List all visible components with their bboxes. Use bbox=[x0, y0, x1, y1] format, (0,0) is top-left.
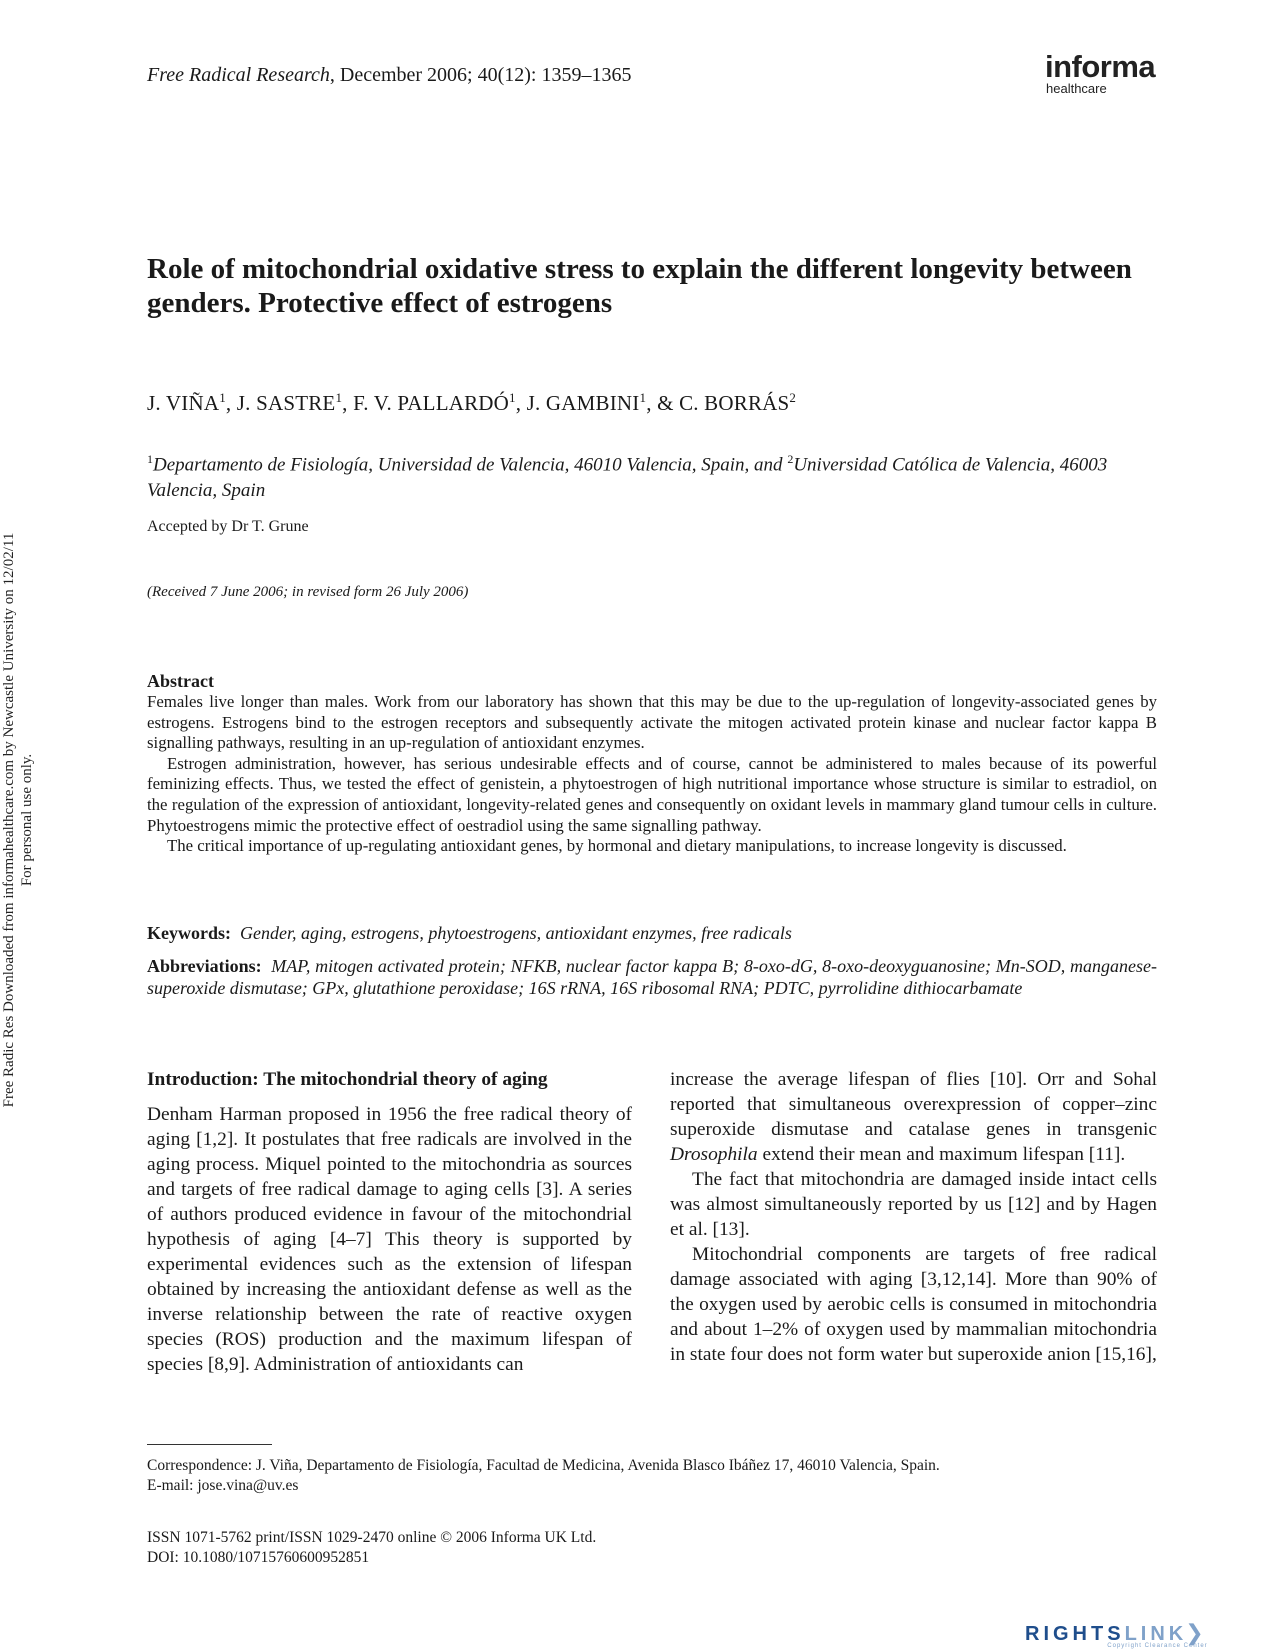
footnote-divider bbox=[147, 1444, 272, 1445]
correspondence-text: Correspondence: J. Viña, Departamento de Fisiología, Facultad de Medicina, Avenida Blasco Ibáñez 17, 46010 Valencia, Spain. bbox=[147, 1457, 940, 1474]
author-separator: , & bbox=[646, 391, 680, 415]
rightslink-light: LINK bbox=[1124, 1623, 1188, 1645]
informa-logo bbox=[1045, 49, 1156, 96]
body-column-left bbox=[147, 1067, 632, 1377]
watermark-line-2: For personal use only. bbox=[19, 753, 35, 887]
author-name: J. VIÑA bbox=[147, 391, 220, 415]
species-name: Drosophila bbox=[670, 1144, 758, 1165]
accepted-by: Accepted by Dr T. Grune bbox=[147, 518, 309, 535]
affil-2: Universidad Católica de Valencia, 46003 Valencia, Spain bbox=[147, 454, 1108, 502]
abstract-block bbox=[147, 670, 1157, 857]
keywords-label: Keywords: bbox=[147, 923, 231, 943]
abstract-paragraph-3: The critical importance of up-regulating antioxidant genes, by hormonal and dietary manipulations, to increase longevity is discussed. bbox=[167, 836, 1067, 856]
author-affil-sup: 1 bbox=[335, 390, 343, 405]
author-affil-sup: 1 bbox=[509, 390, 516, 405]
rightslink-arrow-icon: ❯ bbox=[1185, 1620, 1208, 1645]
journal-citation bbox=[147, 64, 632, 87]
author-affil-sup: 2 bbox=[789, 390, 797, 405]
keywords bbox=[147, 922, 1157, 944]
affil-sup-2: 2 bbox=[787, 452, 794, 466]
author-name: J. GAMBINI bbox=[526, 391, 640, 415]
rightslink-sub: Copyright Clearance Center bbox=[1107, 1643, 1208, 1649]
download-watermark bbox=[0, 500, 35, 1140]
abbreviations-label: Abbreviations: bbox=[147, 956, 262, 976]
article-title: Role of mitochondrial oxidative stress to explain the different longevity between genders. Protective effect of estrogens bbox=[147, 253, 1132, 319]
author-separator: , bbox=[225, 391, 237, 415]
author-separator: , bbox=[515, 391, 527, 415]
affil-sup-1: 1 bbox=[147, 452, 153, 466]
issn-text: ISSN 1071-5762 print/ISSN 1029-2470 online © 2006 Informa UK Ltd. bbox=[147, 1529, 597, 1546]
abstract-paragraph-2: Estrogen administration, however, has serious undesirable effects and of course, cannot be administered to males because of its powerful feminizing effects. Thus, we tested the effect of genistein, a phytoestrogen of high nutritional importance whose structure is similar to estradiol, on the regulation of the expression of antioxidant, longevity-related genes and consequently on oxidant levels in mammary gland tumour cells in culture. Phytoestrogens mimic the protective effect of oestradiol using the same signalling pathway. bbox=[147, 753, 1157, 835]
abstract-heading: Abstract bbox=[147, 671, 214, 691]
rightslink-dark: RIGHTS bbox=[1025, 1623, 1125, 1645]
abbreviations bbox=[147, 955, 1157, 999]
correspondence-email: E-mail: jose.vina@uv.es bbox=[147, 1477, 299, 1494]
affiliations bbox=[147, 446, 1157, 504]
body-paragraph: Mitochondrial components are targets of free radical damage associated with aging [3,12,14]. More than 90% of the oxygen used by aerobic cells is consumed in mitochondria and about 1–2% of oxygen used by mammalian mitochondria in state four does not form water but superoxide anion [15,16], bbox=[670, 1244, 1157, 1365]
journal-name: Free Radical Research bbox=[147, 64, 330, 86]
abstract-paragraph-1: Females live longer than males. Work from our laboratory has shown that this may be due to the up-regulation of longevity-associated genes by estrogens. Estrogens bind to the estrogen receptors and subsequently activate the mitogen activated protein kinase and nuclear factor kappa B signalling pathways, resulting in an up-regulation of antioxidant enzymes. bbox=[147, 692, 1157, 753]
body-text: extend their mean and maximum lifespan [11]. bbox=[757, 1144, 1126, 1165]
logo-sub-text: healthcare bbox=[1046, 81, 1107, 96]
author-name: C. BORRÁS bbox=[679, 391, 790, 415]
received-dates: (Received 7 June 2006; in revised form 26 July 2006) bbox=[147, 584, 469, 600]
journal-issue: , December 2006; 40(12): 1359–1365 bbox=[329, 64, 632, 86]
author-list bbox=[147, 390, 796, 416]
publication-ids bbox=[147, 1528, 596, 1568]
author-affil-sup: 1 bbox=[219, 390, 226, 405]
author-name: F. V. PALLARDÓ bbox=[353, 391, 510, 415]
rightslink-logo bbox=[1025, 1620, 1208, 1649]
abbreviations-text: MAP, mitogen activated protein; NFKB, nuclear factor kappa B; 8-oxo-dG, 8-oxo-deoxyguanosine; Mn-SOD, manganese-superoxide dismutase; GPx, glutathione peroxidase; 16S rRNA, 16S ribosomal RNA; PDTC, pyrrolidine dithiocarbamate bbox=[147, 956, 1157, 998]
body-paragraph: The fact that mitochondria are damaged inside intact cells was almost simultaneously reported by us [12] and by Hagen et al. [13]. bbox=[670, 1169, 1157, 1240]
keywords-text: Gender, aging, estrogens, phytoestrogens, antioxidant enzymes, free radicals bbox=[240, 923, 792, 943]
author-affil-sup: 1 bbox=[639, 390, 647, 405]
correspondence-footnote bbox=[147, 1456, 1157, 1496]
watermark-line-1: Free Radic Res Downloaded from informahealthcare.com by Newcastle University on 12/02/11 bbox=[1, 532, 17, 1108]
logo-main-text: informa bbox=[1045, 49, 1156, 84]
body-paragraph: Denham Harman proposed in 1956 the free radical theory of aging [1,2]. It postulates that free radicals are involved in the aging process. Miquel pointed to the mitochondria as sources and targets of free radical damage to aging cells [3]. A series of authors produced evidence in favour of the mitochondrial hypothesis of aging [4–7] This theory is supported by experimental evidences such as the extension of lifespan obtained by increasing the antioxidant defense as well as the inverse relationship between the rate of reactive oxygen species (ROS) production and the maximum lifespan of species [8,9]. Administration of antioxidants can bbox=[147, 1104, 632, 1375]
section-heading: Introduction: The mitochondrial theory of aging bbox=[147, 1069, 548, 1090]
body-column-right bbox=[670, 1067, 1157, 1367]
affil-1: Departamento de Fisiología, Universidad de Valencia, 46010 Valencia, Spain, and bbox=[153, 454, 788, 476]
doi-text: DOI: 10.1080/10715760600952851 bbox=[147, 1549, 370, 1566]
author-separator: , bbox=[342, 391, 354, 415]
body-paragraph bbox=[670, 1067, 1157, 1167]
body-text: increase the average lifespan of flies [10]. Orr and Sohal reported that simultaneous overexpression of copper–zinc superoxide dismutase and catalase genes in transgenic bbox=[670, 1069, 1157, 1140]
author-name: J. SASTRE bbox=[236, 391, 336, 415]
